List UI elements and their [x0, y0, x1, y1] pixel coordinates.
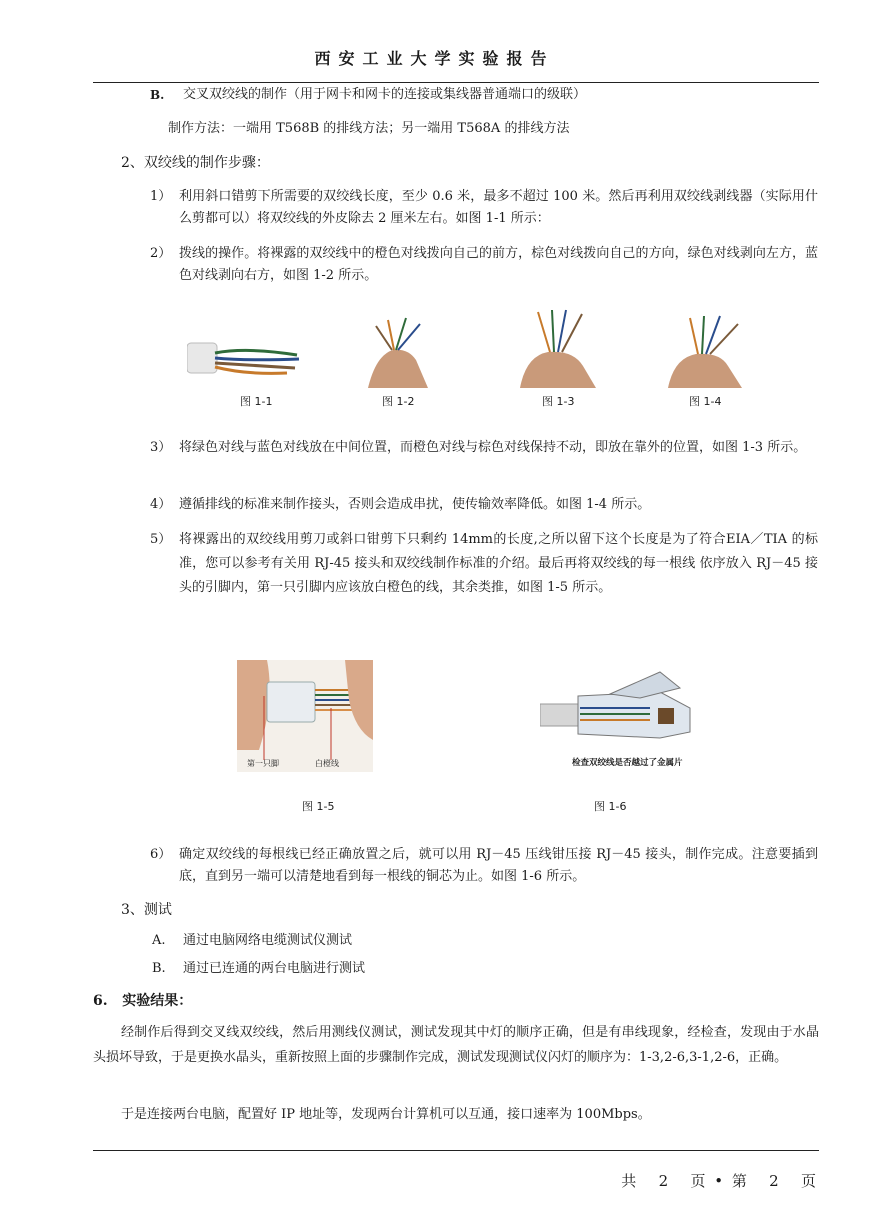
figure-1-5-caption: 图 1-5	[302, 800, 335, 813]
step-1	[150, 186, 818, 230]
result-paragraph-2: 于是连接两台电脑，配置好 IP 地址等，发现两台计算机可以互通，接口速率为 100Mbps。	[121, 1107, 651, 1122]
step-text: 遵循排线的标准来制作接头，否则会造成串扰，使传输效率降低。如图 1-4 所示。	[179, 497, 651, 512]
section-b-label: B.	[150, 88, 165, 102]
test-heading: 3、测试	[121, 902, 172, 918]
step-number: 4）	[150, 497, 172, 512]
figure-1-6-image	[540, 668, 695, 776]
test-item-b-label: B.	[152, 961, 166, 976]
figure-1-1-image	[187, 335, 302, 380]
page-number: 共 2 页 • 第 2 页	[621, 1172, 818, 1190]
figure-1-3-caption: 图 1-3	[542, 395, 575, 408]
steps-heading: 2、双绞线的制作步骤：	[121, 155, 270, 171]
figure-1-3-image	[518, 306, 598, 388]
step-text: 拨线的操作。将裸露的双绞线中的橙色对线拨向自己的前方，棕色对线拨向自己的方向，绿色对线剥向左方，蓝色对线剥向右方，如图 1-2 所示。	[179, 246, 818, 283]
step-4	[150, 494, 818, 516]
figure-1-2-image	[358, 310, 433, 388]
step-number: 1）	[150, 189, 172, 204]
step-2	[150, 243, 818, 287]
step-text: 将裸露出的双绞线用剪刀或斜口钳剪下只剩约 14mm的长度,之所以留下这个长度是为了符合EIA／TIA 的标准，您可以参考有关用 RJ-45 接头和双绞线制作标准的介绍。最后再将双绞线的每一根线 依序放入 RJ－45 接头的引脚内，第一只引脚内应该放白橙色的线，其余类推，如图 1-5 所示。	[179, 532, 818, 595]
figure-1-5-image	[237, 660, 373, 772]
figure-1-5-label-left: 第一只脚	[247, 759, 279, 768]
header-rule	[93, 82, 819, 83]
test-item-a-text: 通过电脑网络电缆测试仪测试	[183, 933, 353, 948]
step-6	[150, 844, 818, 888]
figure-1-6-caption: 图 1-6	[594, 800, 627, 813]
step-text: 将绿色对线与蓝色对线放在中间位置，而橙色对线与棕色对线保持不动，即放在靠外的位置，如图 1-3 所示。	[179, 440, 807, 455]
step-number: 6）	[150, 847, 172, 862]
figure-1-2-caption: 图 1-2	[382, 395, 415, 408]
footer-rule	[93, 1150, 819, 1151]
figure-1-4-image	[668, 310, 748, 388]
test-item-b-text: 通过已连通的两台电脑进行测试	[183, 961, 366, 976]
step-number: 2）	[150, 246, 172, 261]
step-text: 利用斜口错剪下所需要的双绞线长度，至少 0.6 米，最多不超过 100 米。然后再利用双绞线剥线器（实际用什么剪都可以）将双绞线的外皮除去 2 厘米左右。如图 1-1 所示：	[179, 189, 818, 226]
result-paragraph-1: 经制作后得到交叉线双绞线，然后用测线仪测试，测试发现其中灯的顺序正确，但是有串线现象，经检查，发现由于水晶头损坏导致，于是更换水晶头，重新按照上面的步骤制作完成，测试发现测试仪闪灯的顺序为：1-3,2-6,3-1,2-6，正确。	[93, 1025, 819, 1065]
figure-1-5-label-right: 白橙线	[315, 759, 339, 768]
step-text: 确定双绞线的每根线已经正确放置之后，就可以用 RJ－45 压线钳压接 RJ－45 接头，制作完成。注意要插到底，直到另一端可以清楚地看到每一根线的铜芯为止。如图 1-6 所示。	[179, 847, 818, 884]
section-b-method: 制作方法：一端用 T568B 的排线方法；另一端用 T568A 的排线方法	[168, 121, 570, 136]
section-b-text: 交叉双绞线的制作（用于网卡和网卡的连接或集线器普通端口的级联）	[183, 87, 587, 102]
step-3	[150, 437, 818, 459]
figure-1-6-label: 检查双绞线是否越过了金属片	[572, 758, 683, 768]
test-item-a-label: A.	[152, 933, 166, 948]
figure-1-4-caption: 图 1-4	[689, 395, 722, 408]
step-number: 3）	[150, 440, 172, 455]
figure-1-1-caption: 图 1-1	[240, 395, 273, 408]
step-5	[150, 528, 818, 600]
report-title: 西安工业大学实验报告	[314, 49, 555, 68]
result-heading: 6. 实验结果：	[93, 993, 193, 1009]
step-number: 5）	[150, 532, 172, 547]
